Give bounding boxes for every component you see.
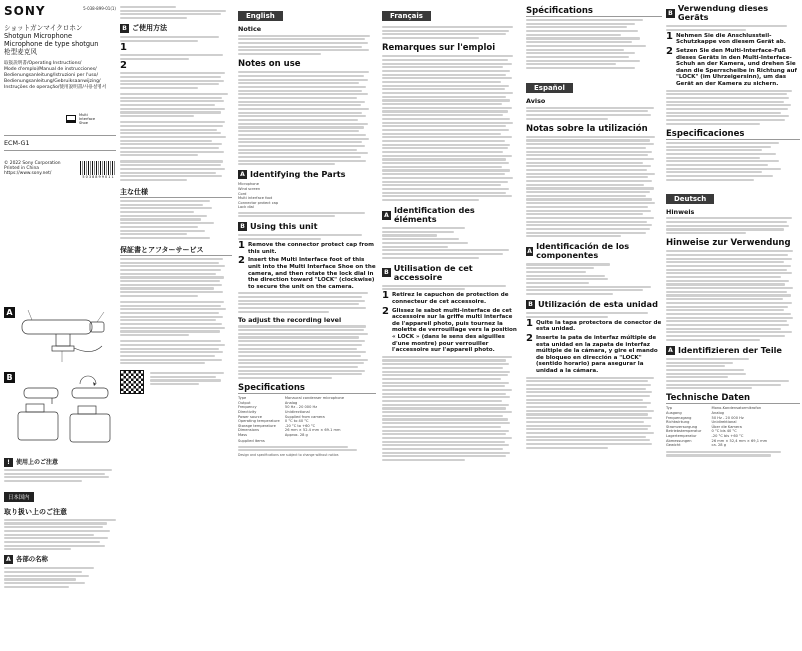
spanish-using-heading: Utilización de esta unidad [538,299,658,310]
english-part-1: Microphone [238,182,259,187]
model-number: ECM-G1 [4,139,30,147]
english-spec-row: Output Analog [238,400,298,405]
german-spec-row: Frequenzgang 50 Hz - 20 000 Hz [666,415,744,420]
multi-interface-label: Multi Interface Shoe [79,113,96,125]
column-french: Français Remarques sur l'emploi A Identification des éléments B Utilisation de cet accessoire 1 Retirez le capuchon de protection de connecteur de cet accessoire. 2 Glissez le sabot multi-interface de cet accessoire sur la griffe multi interface de l'appareil photo, puis tournez la molette de verrouillage vers la position « LOCK » (dans le sens des aiguilles d'une montre) pour verrouiller l'accessoire sur l'appareil photo. [382,0,520,651]
spanish-step-2: Inserte la pata de interfaz múltiple de esta unidad en la zapata de interfaz múltiple de la cámara, y gire el mando de bloqueo en dirección a "LOCK" (sentido horario) para asegurar la unidad a la cámara. [535,335,658,374]
german-step-2: Setzen Sie den Multi-Interface-Fuß dieses Geräts in den Multi-Interface-Schuh an der Kamera, und drehen Sie dann die Sperrscheibe in Richtung auf "LOCK" (im Uhrzeigersinn), um das Gerät an der Kamera zu sichern. [675,47,797,87]
german-usage-heading: Verwendung dieses Geräts [677,3,769,22]
jp-step-1: 1 [120,41,127,53]
english-parts-list [238,182,376,210]
product-name-jp: ショットガンマイクロホン [4,24,83,32]
french-using-heading: Utilisation de cet accessoire [393,262,473,282]
manual-title-5: Instruções de operação/使用說明書/사용설명서 [4,85,107,90]
english-step-2: Insert the Multi Interface foot of this unit into the Multi Interface Shoe on the camera, and then rotate the lock dial in the direction toward "LOCK" (clockwise) to secure the unit on the camera. [247,257,376,290]
product-name-fr: Microphone de type shotgun [4,40,99,48]
english-spec-notice: Design and specifications are subject to change without notice. [238,453,340,458]
sony-url: https://www.sony.net/ [4,171,52,176]
german-spec-row: Typ Mono-Kondensatormikrofon [666,406,762,411]
german-spec-row: Stromversorgung Über die Kamera [666,424,742,429]
french-language-tab: Français [382,11,431,21]
jp-parts-num: A [4,555,13,564]
english-spec-row: Storage temperature -20 °C to +60 °C [238,423,316,428]
column-japanese-cover [4,0,116,651]
english-language-tab: English [238,11,283,21]
spanish-identify-heading: Identificación de los componentes [536,241,630,261]
product-name-en: Shotgun Microphone [4,32,73,40]
jp-step-2: 2 [120,59,127,71]
spanish-identify-num: A [527,247,532,255]
manual-title-4: Bedienungsanleitung/Gebruiksaanwijzing/ [4,79,101,84]
german-identify-num: A [666,346,675,355]
sony-logo: SONY [4,4,46,18]
french-step-2: Glissez le sabot multi-interface de cet accessoire sur la griffe multi interface de l'appareil photo, puis tournez la molette de verrouillage vers la position « LOCK » (dans le sens des aiguilles d'une montre) pour verrouiller l'accessoire sur l'appareil photo. [391,307,517,354]
english-notes-heading: Notes on use [238,59,301,70]
german-spec-row: Abmessungen 26 mm × 52,4 mm × 69,1 mm [666,438,768,443]
document-code: 5-038-899-01(1) [83,6,116,11]
english-part-4: Multi interface foot [238,196,273,201]
spanish-notes-heading: Notas sobre la utilización [526,123,648,134]
printed-in: Printed in China [4,166,39,171]
column-german: B Verwendung dieses Geräts 1 Nehmen Sie die Anschlussteil-Schutzkappe von diesem Gerät ab. 2 Setzen Sie den Multi-Interface-Fuß dieses Geräts in den Multi-Interface-Schuh an der Kamera, und drehen Sie dann die Sperrscheibe in Richtung auf "LOCK" (im Uhrzeigersinn), um das Gerät an der Kamera zu sichern. Especificaciones Deutsch Hinweis Hinweise zur Verwendung A Identifizieren der Teile Technische Daten Typ Mono-Kondensatormikrofon Ausgang Analog Frequenzgang 50 Hz - 20 000 Hz Richtwirkung Unidirektional Stromversorgung Über die Kamera Betriebstemperatur 0 °C bis 40 °C Lagertemperatur -20 °C bis +60 °C Abmessungen 26 mm × 52,4 mm × 69,1 mm Gewicht ca. 28 g [666,0,800,651]
spanish-aviso-heading: Aviso [526,97,546,106]
manual-title-2: Mode d'emploi/Manual de instrucciones/ [4,67,97,72]
english-identify-num: A [238,170,247,179]
german-spec-row: Gewicht ca. 28 g [666,443,727,448]
jp-care-heading: 保証書とアフターサービス [120,245,232,256]
english-part-2: Wind screen [238,187,261,191]
german-hinweis-heading: Hinweis [666,207,695,216]
german-language-tab: Deutsch [666,194,714,204]
german-usage-num: B [666,9,675,18]
english-step-1: Remove the connector protect cap from this unit. [247,242,374,255]
french-identify-heading: Identification des éléments [393,205,475,225]
german-spec-row: Richtwirkung Unidirektional [666,420,737,425]
jp-parts-heading: 各部の名称 [16,555,48,564]
german-identify-heading: Identifizieren der Teile [678,344,782,355]
french-step-1: Retirez le capuchon de protection de connecteur de cet accessoire. [391,292,509,306]
jp-region-badge: 日本国内 [4,492,34,502]
manual-title-1: 取扱説明書/Operating Instructions/ [4,61,82,66]
qr-code [120,370,144,394]
english-spec-row: Power source Supplied from camera [238,414,325,419]
figure-b-label: B [4,372,15,383]
spanish-step-1: Quite la tapa protectora de conector de esta unidad. [535,319,662,333]
french-identify-num: A [382,211,391,220]
german-tech-heading: Technische Daten [666,393,800,404]
warning-icon: ! [4,458,13,467]
jp-handling-heading: 取り扱い上のご注意 [4,507,67,516]
product-name-cn: 枪型麦克风 [4,48,37,56]
english-identify-heading: Identifying the Parts [250,169,346,180]
english-spec-row: Operating temperature 0 °C to 40 °C [238,419,309,424]
german-spec-row: Lagertemperatur -20 °C bis +60 °C [666,433,744,438]
english-specs-heading: Specifications [238,383,376,394]
manual-title-3: Bedienungsanleitung/Istruzioni per l'uso/ [4,73,99,78]
english-spec-row: Dimensions 26 mm × 52.4 mm × 69.1 mm [238,428,341,433]
french-using-num: B [382,268,391,277]
column-japanese-body [120,0,232,651]
german-specs-table [666,406,800,447]
english-part-5: Connector protect cap [238,200,279,205]
french-remarks-heading: Remarques sur l'emploi [382,43,496,54]
german-spec-row: Ausgang Analog [666,411,724,415]
jp-usage-heading: ご使用方法 [132,24,167,33]
english-spec-row: Directivity Unidirectional [238,409,310,414]
english-supplied-heading: Supplied items [238,439,265,444]
figure-a-label: A [4,307,15,318]
spanish-using-num: B [526,300,535,309]
english-part-6: Lock dial [238,205,254,210]
jp-specs-heading: 主な仕様 [120,187,232,198]
english-spec-row: Type Monaural condenser microphone [238,396,345,401]
german-step-1: Nehmen Sie die Anschlussteil-Schutzkappe von diesem Gerät ab. [675,32,786,46]
german-hinweise-heading: Hinweise zur Verwendung [666,238,791,249]
english-notice-heading: Notice [238,25,262,33]
german-spec-row: Betriebstemperatur 0 °C bis 40 °C [666,429,737,434]
column-spanish: Spécifications Español Aviso Notas sobre la utilización A Identificación de los componentes B Utilización de esta unidad 1 Quite la tapa protectora de conector de esta unidad. 2 Inserte la pata de interfaz múltiple de esta unidad en la zapata de interfaz múltiple de la cámara, y gire el mando de bloqueo en dirección a "LOCK" (sentido horario) para asegurar la unidad a la cámara. [526,0,662,651]
spanish-language-tab: Español [526,83,573,93]
english-specs-table [238,396,376,437]
english-part-3: Cord [238,191,247,196]
figure-b-camera-mount-illustration [12,374,116,452]
english-spec-row: Frequency 50 Hz - 20 000 Hz [238,405,318,410]
english-using-num: B [238,222,247,231]
english-adjust-heading: To adjust the recording level [238,315,342,324]
multi-interface-shoe-icon [66,115,76,123]
column-english: English Notice Notes on use A Identifying the Parts Microphone Wind screen Cord Multi interface foot Connector protect cap Lock dial B Using this unit 1 Remove the connector protect cap from this unit. 2 Insert the Multi Interface foot of this unit into the Multi Interface Shoe on the camera, and then rotate the lock dial in the direction toward "LOCK" (clockwise) to secure the unit on the camera. To adjust the recording level Specifications Type Monaural condenser microphone Output Analog Frequency 50 Hz - 20 000 Hz Directivity Unidirectional Power source Supplied from camera Operating temperature 0 °C to 40 °C Storage temperature -20 °C to +60 °C Dimensions 26 mm × 52.4 mm × 69.1 mm Mass Approx. 28 g Supplied items Design and specifications are subject to change without notice. [238,12,376,458]
figure-a-microphone-illustration [12,306,114,368]
copyright: © 2022 Sony Corporation [4,161,61,166]
jp-usage-num: B [120,24,129,33]
barcode [80,161,116,179]
spanish-spec-heading: Spécifications [526,6,662,17]
german-especificaciones-heading: Especificaciones [666,129,800,140]
english-using-heading: Using this unit [250,221,318,232]
english-spec-row: Mass Approx. 28 g [238,432,308,437]
jp-precautions-heading: 使用上のご注意 [16,459,59,466]
barcode-digits: 5 0 3 8 8 9 9 0 1 1 [82,175,114,179]
